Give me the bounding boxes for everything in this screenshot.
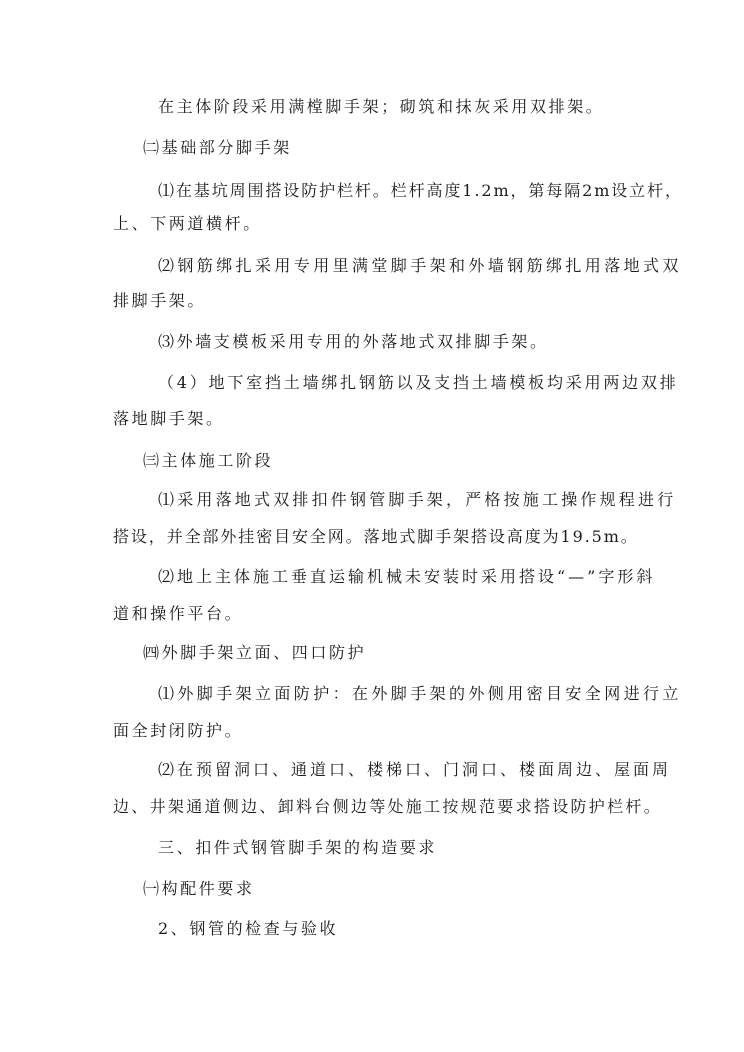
- paragraph-line: 面全封闭防护。: [113, 721, 244, 740]
- section-heading: ㈡基础部分脚手架: [143, 138, 292, 157]
- paragraph-line: 在主体阶段采用满樘脚手架；砌筑和抹灰采用双排架。: [158, 97, 605, 116]
- paragraph-line: 上、下两道横杆。: [113, 214, 262, 233]
- paragraph-line: ⑴外脚手架立面防护：在外脚手架的外侧用密目安全网进行立: [158, 684, 682, 703]
- paragraph-line: ⑵地上主体施工垂直运输机械未安装时采用搭设“—”字形斜: [158, 567, 656, 586]
- paragraph-line: ⑵在预留洞口、通道口、楼梯口、门洞口、楼面周边、屋面周: [158, 760, 672, 779]
- paragraph-line: ⑴在基坑周围搭设防护栏杆。栏杆高度1.2m，第每隔2m设立杆，: [158, 181, 683, 200]
- section-heading: ㈢主体施工阶段: [143, 451, 274, 470]
- section-heading: ㈣外脚手架立面、四口防护: [143, 643, 367, 662]
- section-heading: ㈠构配件要求: [143, 879, 255, 898]
- paragraph-line: 落地脚手架。: [113, 409, 225, 428]
- chapter-heading: 三、扣件式钢管脚手架的构造要求: [158, 838, 438, 857]
- paragraph-line: ⑴采用落地式双排扣件钢管脚手架，严格按施工操作规程进行: [158, 490, 677, 509]
- paragraph-line: （4）地下室挡土墙绑扎钢筋以及支挡土墙模板均采用两边双排: [158, 373, 679, 392]
- paragraph-line: 搭设，并全部外挂密目安全网。落地式脚手架搭设高度为19.5m。: [113, 527, 639, 546]
- paragraph-line: ⑵钢筋绑扎采用专用里满堂脚手架和外墙钢筋绑扎用落地式双: [158, 256, 682, 275]
- paragraph-line: ⑶外墙支模板采用专用的外落地式双排脚手架。: [158, 332, 549, 351]
- paragraph-line: 道和操作平台。: [113, 604, 244, 623]
- paragraph-line: 边、井架通道侧边、卸料台侧边等处施工按规范要求搭设防护栏杆。: [113, 797, 663, 816]
- subsection-heading: 2、钢管的检查与验收: [158, 919, 339, 938]
- paragraph-line: 排脚手架。: [113, 291, 207, 310]
